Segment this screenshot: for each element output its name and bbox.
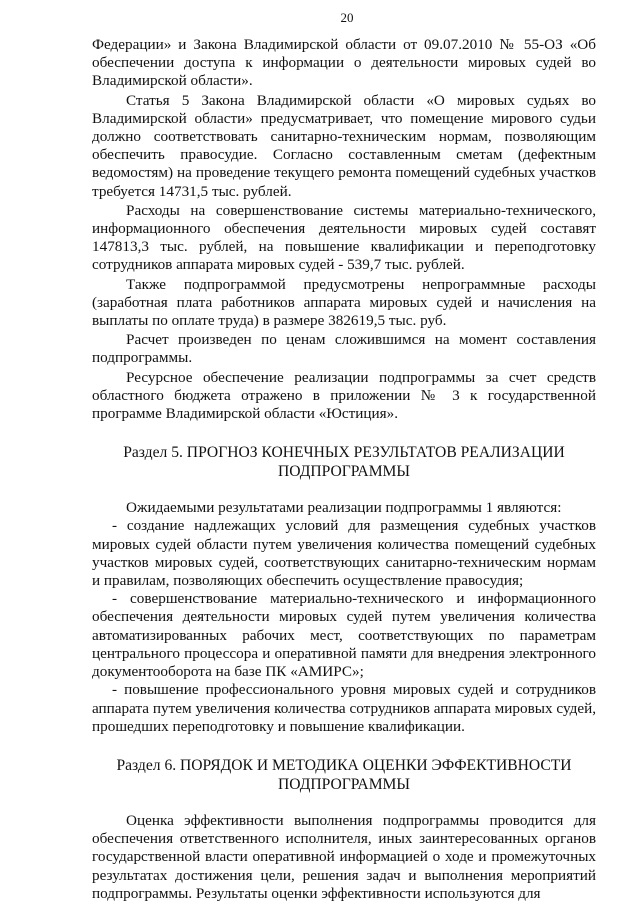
paragraph-resource-provision: Ресурсное обеспечение реализации подпрограммы за счет средств областного бюджета отражено в приложении № 3 к государственной программе Владимирской области «Юстиция». (92, 368, 596, 423)
paragraph-calculation: Расчет произведен по ценам сложившимся на момент составления подпрограммы. (92, 331, 596, 367)
paragraph-law-reference: Федерации» и Закона Владимирской области от 09.07.2010 № 55-ОЗ «Об обеспечении доступа к информации о деятельности мировых судей во Владимирской области». (92, 36, 596, 90)
section-6-paragraph: Оценка эффективности выполнения подпрограммы проводится для обеспечения ответственного исполнителя, иных заинтересованных органов государственной власти оперативной информацией о ходе и промежуточных результатах достижения цели, решения задач и выполнения мероприятий подпрограммы. Результаты оценки эффективности используются для (92, 811, 596, 902)
section-5-heading (92, 443, 596, 481)
page-number: 20 (340, 10, 354, 25)
list-item: - совершенствование материально-технического и информационного обеспечения деятельности мировых судей путем увеличения количества автоматизированных рабочих мест, соответствующих по параметрам центрального процессора и оперативной памяти для внедрения электронного документооборота на базе ПК «АМИРС»; (92, 590, 596, 681)
paragraph-article-5: Статья 5 Закона Владимирской области «О мировых судьях во Владимирской области» предусматривает, что помещение мирового судьи должно соответствовать санитарно-техническим нормам, позволяющим обеспечить правосудие. Согласно составленным сметам (дефектным ведомостям) на проведение текущего ремонта помещений судебных участков требуется 14731,5 тыс. рублей. (92, 91, 596, 200)
expected-results-list (92, 517, 596, 735)
paragraph-nonprogram-expenses: Также подпрограммой предусмотрены непрограммные расходы (заработная плата работников аппарата мировых судей и начисления на выплаты по оплате труда) в размере 382619,5 тыс. руб. (92, 275, 596, 330)
section-5-heading-line1: Раздел 5. ПРОГНОЗ КОНЕЧНЫХ РЕЗУЛЬТАТОВ РЕАЛИЗАЦИИ (123, 444, 565, 462)
paragraph-expenses: Расходы на совершенствование системы материально-технического, информационного обеспечения деятельности мировых судей составят 147813,3 тыс. рублей, на повышение квалификации и переподготовку сотрудников аппарата мировых судей - 539,7 тыс. рублей. (92, 201, 596, 274)
section-6-heading-line2: ПОДПРОГРАММЫ (277, 775, 411, 793)
list-item: - повышение профессионального уровня мировых судей и сотрудников аппарата путем увеличения количества сотрудников аппарата мировых судей, прошедших переподготовку и повышение квалификации. (92, 681, 596, 735)
section-5-heading-line2: ПОДПРОГРАММЫ (277, 463, 411, 481)
section-6-heading-line1: Раздел 6. ПОРЯДОК И МЕТОДИКА ОЦЕНКИ ЭФФЕКТИВНОСТИ (116, 756, 572, 774)
section-5-intro: Ожидаемыми результатами реализации подпрограммы 1 являются: (126, 499, 562, 517)
section-6-heading (92, 756, 596, 794)
list-item: - создание надлежащих условий для размещения судебных участков мировых судей области путем увеличения количества помещений судебных участков мировых судей, соответствующих санитарно-техническим нормам и правилам, позволяющих обеспечить осуществление правосудия; (92, 517, 596, 590)
